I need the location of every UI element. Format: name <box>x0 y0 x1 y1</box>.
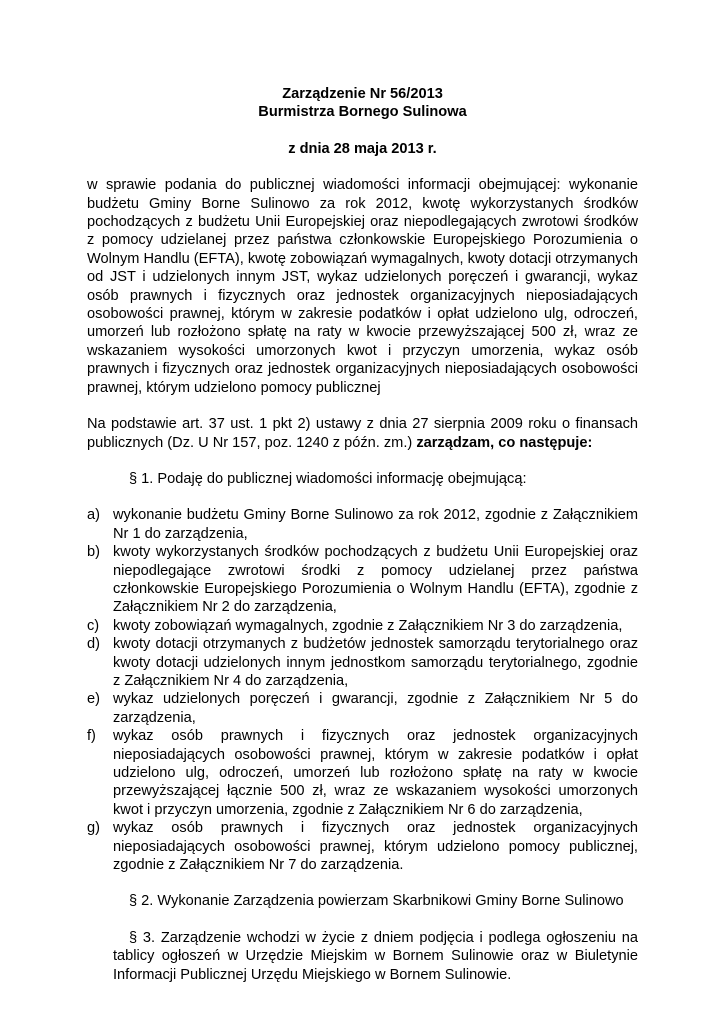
list-item-marker: g) <box>87 820 100 837</box>
list-item <box>87 690 638 727</box>
list-item-marker: a) <box>87 507 100 524</box>
list-item-marker: d) <box>87 636 100 653</box>
list-item-text: kwoty wykorzystanych środków pochodzących z budżetu Unii Europejskiej oraz niepodlegające zwrotowi środki z pomocy udzielanej przez państwa członkowskie Europejskiego Porozumienia o Wolnym Handlu (EFTA), zgodnie z Załącznikiem Nr 2 do zarządzenia, <box>113 544 638 616</box>
list-item-text: wykaz osób prawnych i fizycznych oraz jednostek organizacyjnych nieposiadających osobowości prawnej, którym w zakresie podatków i opłat udzielono ulg, odroczeń, umorzeń lub rozłożono spłatę na raty w kwocie przewyższającej łącznie 500 zł, wraz ze wskazaniem wysokości umorzonych kwot i przyczyn umorzenia, zgodnie z Załącznikiem Nr 6 do zarządzenia, <box>113 728 638 818</box>
list-item-text: kwoty zobowiązań wymagalnych, zgodnie z Załącznikiem Nr 3 do zarządzenia, <box>113 617 623 634</box>
legal-basis <box>87 415 638 452</box>
legal-basis-decree: zarządzam, co następuje: <box>416 434 593 451</box>
section-3: § 3. Zarządzenie wchodzi w życie z dniem podjęcia i podlega ogłoszeniu na tablicy ogłoszeń w Urzędzie Miejskim w Bornem Sulinowie oraz w Biuletynie Informacji Publicznej Urzędu Miejskiego w Bornem Sulinowie. <box>113 929 638 983</box>
list-item <box>87 819 638 874</box>
document-title: Zarządzenie Nr 56/2013 <box>282 86 443 102</box>
information-list <box>87 506 638 874</box>
list-item-text: wykaz udzielonych poręczeń i gwarancji, zgodnie z Załącznikiem Nr 5 do zarządzenia, <box>113 691 638 726</box>
list-item <box>87 727 638 819</box>
list-item-text: wykaz osób prawnych i fizycznych oraz jednostek organizacyjnych nieposiadających osobowości prawnej, którym udzielono pomocy publicznej, zgodnie z Załącznikiem Nr 7 do zarządzenia. <box>113 820 638 874</box>
document-issuer: Burmistrza Bornego Sulinowa <box>258 104 467 121</box>
document-date: z dnia 28 maja 2013 r. <box>288 140 437 157</box>
legal-basis-text: Na podstawie art. 37 ust. 1 pkt 2) ustawy z dnia 27 sierpnia 2009 roku o finansach publicznych (Dz. U Nr 157, poz. 1240 z późn. zm.) <box>87 416 638 451</box>
list-item <box>87 635 638 690</box>
document-page <box>87 85 638 984</box>
list-item-text: kwoty dotacji otrzymanych z budżetów jednostek samorządu terytorialnego oraz kwoty dotacji udzielonych innym jednostkom samorządu terytorialnego, zgodnie z Załącznikiem Nr 4 do zarządzenia, <box>113 636 638 689</box>
list-item-marker: e) <box>87 691 100 708</box>
section-2: § 2. Wykonanie Zarządzenia powierzam Skarbnikowi Gminy Borne Sulinowo <box>129 893 624 910</box>
list-item <box>87 617 638 635</box>
document-subject: w sprawie podania do publicznej wiadomości informacji obejmującej: wykonanie budżetu Gminy Borne Sulinowo za rok 2012, kwotę wykorzystanych środków pochodzących z budżetu Unii Europejskiej oraz niepodlegających zwrotowi środków z pomocy udzielanej przez państwa członkowskie Europejskiego Porozumienia o Wolnym Handlu (EFTA), kwotę zobowiązań wymagalnych, kwoty dotacji otrzymanych od JST i udzielonych innym JST, wykaz udzielonych poręczeń i gwarancji, wykaz osób prawnych i fizycznych oraz jednostek organizacyjnych nieposiadających osobowości prawnej, którym w zakresie podatków i opłat udzielono ulg, odroczeń, umorzeń lub rozłożono spłatę na raty w kwocie przewyższającej 500 zł, wraz ze wskazaniem wysokości umorzonych kwot i przyczyn umorzenia, wykaz osób prawnych i fizycznych oraz jednostek organizacyjnych nieposiadających osobowości prawnej, którym udzielono pomocy publicznej <box>87 177 638 396</box>
section-1: § 1. Podaję do publicznej wiadomości informację obejmującą: <box>129 470 527 487</box>
list-item-marker: f) <box>87 728 96 745</box>
list-item-marker: b) <box>87 544 100 561</box>
list-item <box>87 506 638 543</box>
list-item-text: wykonanie budżetu Gminy Borne Sulinowo za rok 2012, zgodnie z Załącznikiem Nr 1 do zarządzenia, <box>113 507 638 542</box>
list-item-marker: c) <box>87 617 100 634</box>
list-item <box>87 543 638 617</box>
